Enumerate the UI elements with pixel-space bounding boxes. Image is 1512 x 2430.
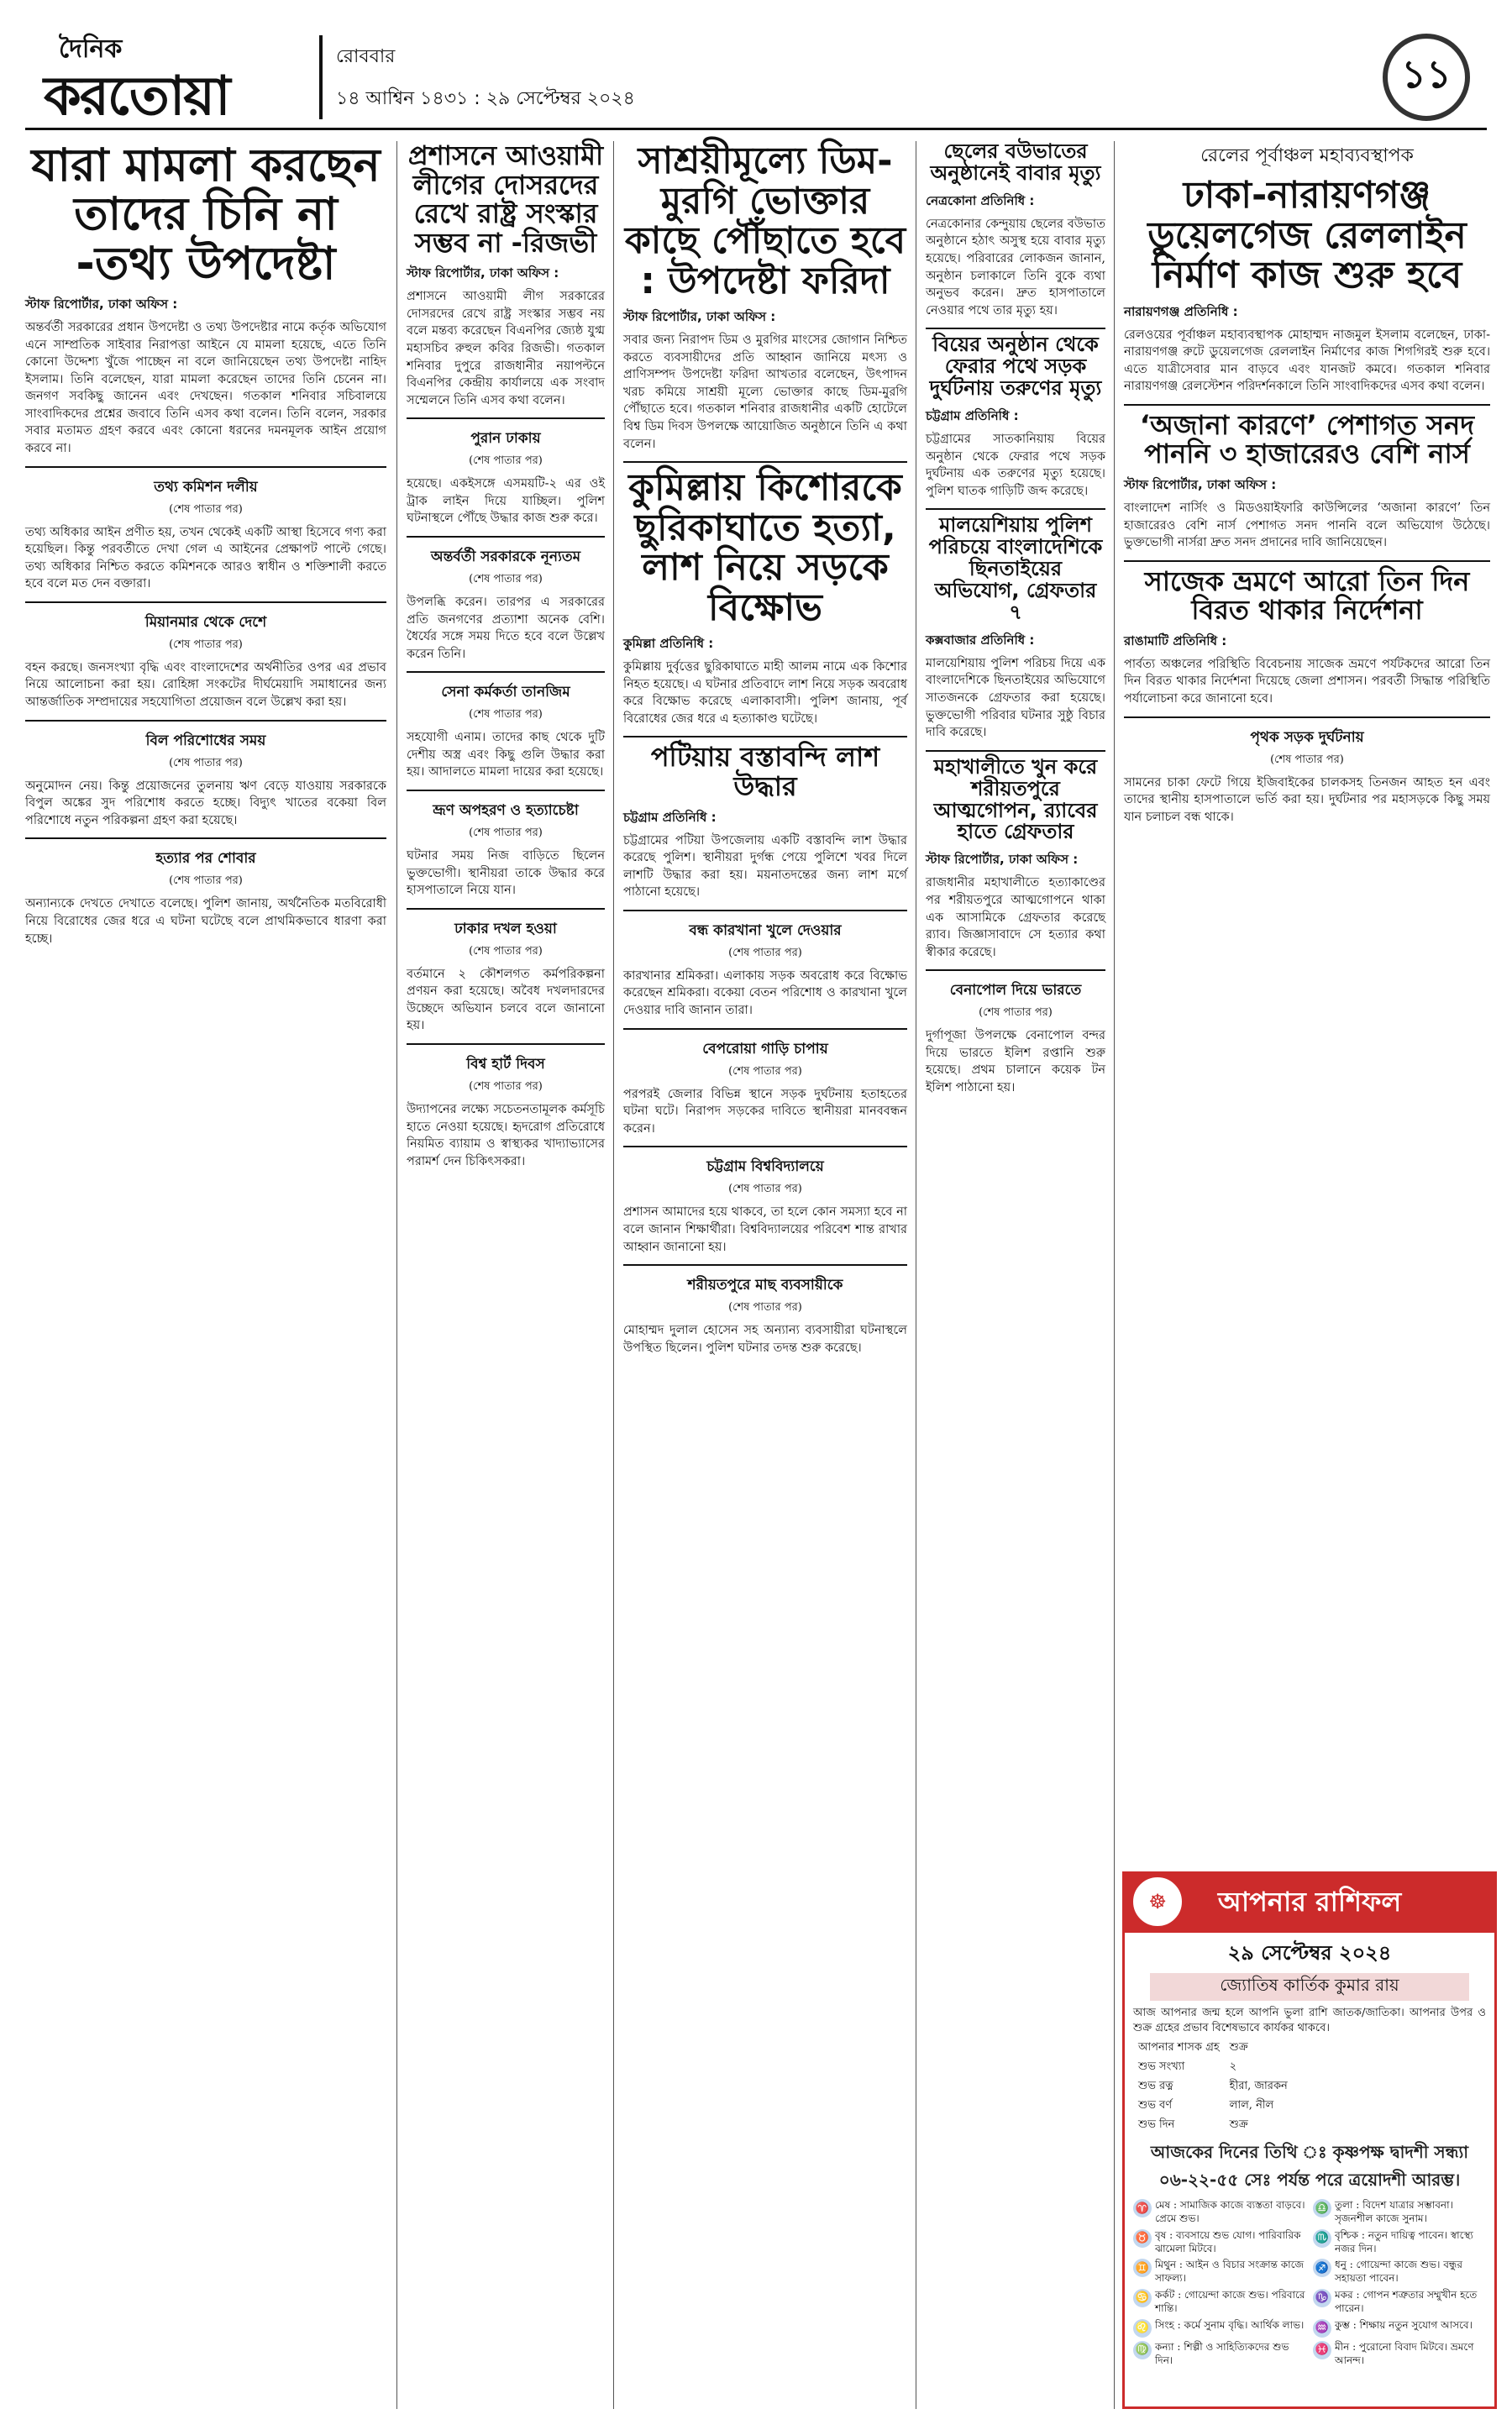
continued-note: (শেষ পাতার পর) <box>979 1006 1053 1020</box>
paper-logo: করতোয়া <box>44 66 229 128</box>
section-divider <box>623 1264 907 1266</box>
row-key: শুভ বর্ণ <box>1138 2099 1173 2112</box>
section-divider <box>623 736 907 737</box>
zodiac-text: মিথুন : আইন ও বিচার সংক্রান্ত কাজে সাফল্য। <box>1155 2259 1305 2285</box>
section-divider <box>25 601 386 603</box>
section-divider <box>25 466 386 468</box>
article-body: হয়েছে। একইসঙ্গে এসময়টি-২ এর ওই ট্রাক লাইন দিয়ে যাচ্ছিল। পুলিশ ঘটনাস্থলে পৌঁছে উদ্ধার কাজ শুরু করে। <box>407 477 605 526</box>
article-headline: মালয়েশিয়ায় পুলিশ পরিচয়ে বাংলাদেশিকে ছিনতাইয়ের অভিযোগ, গ্রেফতার ৭ <box>928 513 1103 624</box>
article-body: পরপরই জেলার বিভিন্ন স্থানে সড়ক দুর্ঘটনায় হতাহতের ঘটনা ঘটে। নিরাপদ সড়কের দাবিতে স্থানীয়রা মানববন্ধন করেন। <box>623 1087 907 1136</box>
paper-prefix: দৈনিক <box>59 34 123 64</box>
article-headline: মহাখালীতে খুন করে শরীয়তপুরে আত্মগোপন, র‌্যাবের হাতে গ্রেফতার <box>933 754 1098 844</box>
article-sajek <box>1124 564 1490 708</box>
horoscope-table <box>1133 2039 1293 2135</box>
article-headline: পটিয়ায় বস্তাবন্দি লাশ উদ্ধার <box>650 741 880 803</box>
article-body: অন্যান্যকে দেখতে দেখাতে বলেছে। পুলিশ জানায়, অর্থনৈতিক মতবিরোধী নিয়ে বিরোধের জের ধরে এ ঘটনা ঘটেছে বলে প্রাথমিকভাবে ধারণা করা হচ্ছে। <box>25 897 386 946</box>
masthead-divider <box>319 35 323 119</box>
horoscope-row <box>1133 2116 1293 2135</box>
article-army-officer <box>407 681 605 781</box>
continued-note: (শেষ পাতার পর) <box>469 827 543 840</box>
horoscope-date: ২৯ সেপ্টেম্বর ২০২৪ <box>1227 1941 1392 1965</box>
article-kicker: রেলের পূর্বাঞ্চল মহাব্যবস্থাপক <box>1200 145 1414 166</box>
masthead <box>25 10 1487 130</box>
column-1 <box>25 141 386 953</box>
continued-note: (শেষ পাতার পর) <box>169 638 243 651</box>
section-divider <box>623 1028 907 1030</box>
article-subhead: বন্ধ কারখানা খুলে দেওয়ার <box>689 921 842 939</box>
article-subhead: সেনা কর্মকর্তা তানজিম <box>441 684 570 701</box>
article-byline: স্টাফ রিপোর্টার, ঢাকা অফিস : <box>1124 476 1277 492</box>
libra-icon: ♎ <box>1313 2199 1331 2217</box>
article-subhead: মিয়ানমার থেকে দেশে <box>144 613 267 631</box>
article-body: মোহাম্মদ দুলাল হোসেন সহ অন্যান্য ব্যবসায়ীরা ঘটনাস্থলে উপস্থিত ছিলেন। পুলিশ ঘটনার তদন্ত শুরু করেছে। <box>623 1324 907 1355</box>
article-subhead: শরীয়তপুরে মাছ ব্যবসায়ীকে <box>687 1277 843 1294</box>
zodiac-item <box>1313 2319 1486 2338</box>
article-abduction <box>407 800 605 900</box>
zodiac-text: তুলা : বিদেশ যাত্রার সম্ভাবনা। সৃজনশীল কাজে সুনাম। <box>1335 2199 1453 2224</box>
continued-note: (শেষ পাতার পর) <box>728 1064 802 1078</box>
horoscope-row <box>1133 2058 1293 2077</box>
article-body: চট্টগ্রামের পটিয়া উপজেলায় একটি বস্তাবন্দি লাশ উদ্ধার করেছে পুলিশ। স্থানীয়রা দুর্গন্ধ পেয়ে পুলিশে খবর দিলে লাশটি উদ্ধার করা হয়। ময়নাতদন্তের জন্য লাশ মর্গে পাঠানো হয়েছে। <box>623 833 907 900</box>
article-subhead: বেপরোয়া গাড়ি চাপায় <box>702 1040 828 1058</box>
article-body: সহযোগী এনাম। তাদের কাছ থেকে দুটি দেশীয় অস্ত্র এবং কিছু গুলি উদ্ধার করা হয়। আদালতে মামলা দায়ের করা হয়েছে। <box>407 731 605 779</box>
zodiac-item <box>1313 2289 1486 2316</box>
article-subhead: তথ্য কমিশন দলীয় <box>154 478 258 496</box>
section-divider <box>623 910 907 911</box>
continued-note: (শেষ পাতার পর) <box>728 1183 802 1196</box>
row-key: আপনার শাসক গ্রহ <box>1138 2041 1220 2055</box>
zodiac-text: কন্যা : শিল্পী ও সাহিত্যিকদের শুভ দিন। <box>1155 2340 1289 2366</box>
section-divider <box>407 536 605 538</box>
zodiac-text: সিংহ : কর্মে সুনাম বৃদ্ধি। আর্থিক লাভ। <box>1155 2318 1305 2331</box>
article-headline: ছেলের বউভাতের অনুষ্ঠানেই বাবার মৃত্যু <box>930 139 1101 185</box>
article-road-accident <box>1124 727 1490 827</box>
article-byline: কুমিল্লা প্রতিনিধি : <box>623 636 714 652</box>
article-body: ঘটনার সময় নিজ বাড়িতে ছিলেন ভুক্তভোগী। স্থানীয়রা তাকে উদ্ধার করে হাসপাতালে নিয়ে যান। <box>407 849 605 898</box>
zodiac-text: কর্কট : গোয়েন্দা কাজে শুভ। পরিবারে শান্তি। <box>1155 2289 1305 2314</box>
row-key: শুভ দিন <box>1138 2118 1175 2132</box>
article-headline: সাজেক ভ্রমণে আরো তিন দিন বিরত থাকার নির্দেশনা <box>1144 564 1470 627</box>
article-interim-govt <box>407 546 605 663</box>
article-headline: সাশ্রয়ীমূল্যে ডিম-মুরগি ভোক্তার কাছে পৌঁছাতে হবে : উপদেষ্টা ফরিদা <box>624 139 906 302</box>
article-body: অনুমোদন নেয়। কিন্তু প্রয়োজনের তুলনায় ঋণ বেড়ে যাওয়ায় সরকারকে বিপুল অঙ্কের সুদ পরিশোধ করতে হচ্ছে। বিদ্যুৎ খাতের বকেয়া বিল পরিশোধে নতুন পরিকল্পনা গ্রহণ করা হয়েছে। <box>25 779 386 827</box>
continued-note: (শেষ পাতার পর) <box>469 454 543 468</box>
row-value: লাল, নীল <box>1229 2099 1274 2112</box>
article-body: উপলব্ধি করেন। তারপর এ সরকারের প্রতি জনগণের প্রত্যাশা অনেক বেশি। ধৈর্যের সঙ্গে সময় দিতে হবে বলে উল্লেখ করেন তিনি। <box>407 595 605 661</box>
article-subhead: পুরান ঢাকায় <box>470 430 541 448</box>
column-2 <box>407 141 605 1175</box>
section-divider <box>926 328 1105 329</box>
article-byline: চট্টগ্রাম প্রতিনিধি : <box>623 809 717 825</box>
article-malaysia <box>926 515 1105 741</box>
gemini-icon: ♊ <box>1133 2259 1152 2277</box>
article-subhead: অন্তর্বর্তী সরকারকে নূন্যতম <box>430 548 581 565</box>
zodiac-wheel-icon: ☸ <box>1131 1875 1184 1929</box>
scorpio-icon: ♏ <box>1313 2229 1331 2248</box>
row-key: শুভ রত্ন <box>1138 2080 1173 2093</box>
leo-icon: ♌ <box>1133 2319 1152 2338</box>
article-body: রেলওয়ের পূর্বাঞ্চল মহাব্যবস্থাপক মোহাম্মদ নাজমুল ইসলাম বলেছেন, ঢাকা-নারায়ণগঞ্জ রুটে ডুয়েলগেজ রেললাইন নির্মাণের কাজ শিগগিরই শুরু হবে। এতে যাত্রীসেবার মান বাড়বে এবং যানজট কমবে। গতকাল শনিবার নারায়ণগঞ্জ রেলস্টেশন পরিদর্শনকালে তিনি সাংবাদিকদের এসব কথা বলেন। <box>1124 328 1490 394</box>
article-body: সবার জন্য নিরাপদ ডিম ও মুরগির মাংসের জোগান নিশ্চিত করতে ব্যবসায়ীদের প্রতি আহ্বান জানিয়ে মৎস্য ও প্রাণিসম্পদ উপদেষ্টা ফরিদা আখতার বলেছেন, উৎপাদন খরচ কমিয়ে সাশ্রয়ী মূল্যে ভোক্তার কাছে ডিম-মুরগি পৌঁছাতে হবে। গতকাল শনিবার রাজধানীর একটি হোটেলে বিশ্ব ডিম দিবস উপলক্ষে আয়োজিত অনুষ্ঠানে তিনি এ কথা বলেন। <box>623 333 907 451</box>
continued-note: (শেষ পাতার পর) <box>469 944 543 958</box>
zodiac-item <box>1313 2341 1486 2368</box>
continued-note: (শেষ পাতার পর) <box>728 1301 802 1315</box>
article-body: রাজধানীর মহাখালীতে হত্যাকাণ্ডের পর শরীয়তপুরে আত্মগোপনে থাকা এক আসামিকে গ্রেফতার করেছে র‌্যাব। জিজ্ঞাসাবাদে সে হত্যার কথা স্বীকার করেছে। <box>926 876 1105 959</box>
column-4 <box>926 141 1105 1102</box>
continued-note: (শেষ পাতার পর) <box>169 874 243 888</box>
column-3 <box>623 141 907 1362</box>
article-body: চট্টগ্রামের সাতকানিয়ায় বিয়ের অনুষ্ঠান থেকে ফেরার পথে সড়ক দুর্ঘটনায় এক তরুণের মৃত্যু হয়েছে। পুলিশ ঘাতক গাড়িটি জব্দ করেছে। <box>926 433 1105 498</box>
continued-note: (শেষ পাতার পর) <box>469 1080 543 1094</box>
article-body: উদ্যাপনের লক্ষ্যে সচেতনতামূলক কর্মসূচি হাতে নেওয়া হয়েছে। হৃদরোগ প্রতিরোধে নিয়মিত ব্যায়াম ও স্বাস্থ্যকর খাদ্যাভ্যাসের পরামর্শ দেন চিকিৎসকরা। <box>407 1103 605 1168</box>
zodiac-item <box>1133 2229 1306 2256</box>
article-subhead: ভ্রূণ অপহরণ ও হত্যাচেষ্টা <box>433 802 579 820</box>
article-bill-payment <box>25 730 386 830</box>
section-divider <box>25 837 386 839</box>
article-fish-trader <box>623 1274 907 1357</box>
article-tottho-upodeshta <box>25 141 386 458</box>
section-divider <box>407 790 605 791</box>
article-wedding-accident <box>926 334 1105 500</box>
row-value: শুক্র <box>1229 2118 1248 2132</box>
article-byline: কক্সবাজার প্রতিনিধি : <box>926 632 1035 648</box>
zodiac-text: মকর : গোপন শত্রুতার সম্মুখীন হতে পারেন। <box>1335 2289 1478 2314</box>
article-benapole <box>926 979 1105 1096</box>
issue-date: ১৪ আশ্বিন ১৪৩১ : ২৯ সেপ্টেম্বর ২০২৪ <box>336 88 635 109</box>
column-rule <box>613 141 614 2409</box>
column-5 <box>1124 141 1490 831</box>
section-divider <box>407 417 605 419</box>
section-divider <box>25 720 386 722</box>
article-body: নেত্রকোনার কেন্দুয়ায় ছেলের বউভাত অনুষ্ঠানে হঠাৎ অসুস্থ হয়ে বাবার মৃত্যু হয়েছে। পরিবারের লোকজন জানান, অনুষ্ঠান চলাকালে তিনি বুকে ব্যথা অনুভব করেন। দ্রুত হাসপাতালে নেওয়ার পথে তার মৃত্যু হয়। <box>926 217 1105 318</box>
article-puran-dhaka <box>407 428 605 527</box>
article-heart-day <box>407 1053 605 1170</box>
row-value: ২ <box>1229 2060 1237 2074</box>
cancer-icon: ♋ <box>1133 2289 1152 2307</box>
zodiac-item <box>1313 2229 1486 2256</box>
aquarius-icon: ♒ <box>1313 2319 1331 2338</box>
article-nurses <box>1124 408 1490 552</box>
article-headline: বিয়ের অনুষ্ঠান থেকে ফেরার পথে সড়ক দুর্ঘটনায় তরুণের মৃত্যু <box>929 333 1102 401</box>
section-divider <box>926 969 1105 971</box>
zodiac-item <box>1133 2341 1306 2368</box>
continued-note: (শেষ পাতার পর) <box>469 708 543 722</box>
article-subhead: ঢাকার দখল হওয়া <box>454 920 557 937</box>
zodiac-item <box>1133 2319 1306 2338</box>
row-value: হীরা, জারকন <box>1229 2080 1288 2093</box>
taurus-icon: ♉ <box>1133 2229 1152 2248</box>
sagittarius-icon: ♐ <box>1313 2259 1331 2277</box>
zodiac-item <box>1313 2199 1486 2226</box>
article-body: তথ্য অধিকার আইন প্রণীত হয়, তখন থেকেই একটি আস্থা হিসেবে গণ্য করা হয়েছিল। কিন্তু পরবর্তীতে দেখা গেল এ আইনের প্রেক্ষাপট পাল্টে গেছে। তথ্য অধিকার নিশ্চিত করতে কমিশনকে আরও স্বাধীন ও শক্তিশালী করতে হবে বলে মত দেন বক্তারা। <box>25 525 386 591</box>
article-body: বহন করছে। জনসংখ্যা বৃদ্ধি এবং বাংলাদেশের অর্থনীতির ওপর এর প্রভাব নিয়ে আলোচনা করা হয়। রোহিঙ্গা সংকটের দীর্ঘমেয়াদি সমাধানের জন্য আন্তর্জাতিক সম্প্রদায়ের সহযোগিতা প্রয়োজন বলে উল্লেখ করা হয়। <box>25 660 386 710</box>
horoscope-title: আপনার রাশিফল <box>1125 1874 1494 1933</box>
article-rail <box>1124 141 1490 396</box>
article-byline: নারায়ণগঞ্জ প্রতিনিধি : <box>1124 303 1238 319</box>
article-subhead: চট্টগ্রাম বিশ্ববিদ্যালয়ে <box>706 1158 824 1176</box>
column-rule <box>1114 141 1115 2409</box>
zodiac-text: বৃশ্চিক : নতুন দায়িত্ব পাবেন। স্বাস্থ্যে নজর দিন। <box>1335 2228 1473 2254</box>
zodiac-text: ধনু : গোয়েন্দা কাজে শুভ। বন্ধুর সহায়তা পাবেন। <box>1335 2259 1462 2285</box>
article-headline: ঢাকা-নারায়ণগঞ্জ ডুয়েলগেজ রেললাইন নির্মাণ কাজ শুরু হবে <box>1147 174 1467 297</box>
article-headline: ‘অজানা কারণে’ পেশাগত সনদ পাননি ৩ হাজারেরও বেশি নার্স <box>1139 408 1475 470</box>
aries-icon: ♈ <box>1133 2199 1152 2217</box>
zodiac-text: কুম্ভ : শিক্ষায় নতুন সুযোগ আসবে। <box>1335 2318 1473 2331</box>
article-byline: রাঙামাটি প্রতিনিধি : <box>1124 632 1227 648</box>
section-divider <box>926 508 1105 510</box>
section-divider <box>623 1146 907 1147</box>
article-body: বাংলাদেশ নার্সিং ও মিডওয়াইফারি কাউন্সিলের ‘অজানা কারণে’ তিন হাজারেরও বেশি নার্স পেশাগত সনদ পাননি বলে অভিযোগ উঠেছে। ভুক্তভোগী নার্সরা দ্রুত সনদ প্রদানের দাবি জানিয়েছেন। <box>1124 501 1490 550</box>
section-divider <box>407 908 605 910</box>
capricorn-icon: ♑ <box>1313 2289 1331 2307</box>
article-byline: চট্টগ্রাম প্রতিনিধি : <box>926 408 1019 423</box>
article-body: কারখানার শ্রমিকরা। এলাকায় সড়ক অবরোধ করে বিক্ষোভ করেছেন শ্রমিকরা। বকেয়া বেতন পরিশোধ ও কারখানা খুলে দেওয়ার দাবি জানান তারা। <box>623 968 907 1018</box>
article-dhaka-occupation <box>407 918 605 1035</box>
horoscope-row <box>1133 2039 1293 2058</box>
article-murder <box>25 848 386 947</box>
article-subhead: পৃথক সড়ক দুর্ঘটনায় <box>1250 728 1364 746</box>
article-subhead: বিল পরিশোধের সময় <box>145 732 266 749</box>
article-factory <box>623 920 907 1020</box>
article-body: সামনের চাকা ফেটে গিয়ে ইজিবাইকের চালকসহ তিনজন আহত হন এবং তাদের স্থানীয় হাসপাতালে ভর্তি করা হয়। দুর্ঘটনার পর মহাসড়কে কিছু সময় যান চলাচল বন্ধ থাকে। <box>1124 775 1490 824</box>
zodiac-text: মীন : পুরোনো বিবাদ মিটবে। ভ্রমণে আনন্দ। <box>1335 2340 1474 2366</box>
article-body: দুর্গাপূজা উপলক্ষে বেনাপোল বন্দর দিয়ে ভারতে ইলিশ রপ্তানি শুরু হয়েছে। প্রথম চালানে কয়েক টন ইলিশ পাঠানো হয়। <box>926 1029 1105 1094</box>
section-divider <box>623 461 907 463</box>
page-number: ১১ <box>1383 34 1470 121</box>
article-byline: নেত্রকোনা প্রতিনিধি : <box>926 192 1035 208</box>
section-divider <box>926 750 1105 752</box>
zodiac-grid <box>1133 2199 1486 2367</box>
article-reckless-vehicle <box>623 1038 907 1138</box>
article-body: মালয়েশিয়ায় পুলিশ পরিচয় দিয়ে এক বাংলাদেশিকে ছিনতাইয়ের অভিযোগে সাতজনকে গ্রেফতার করা হয়েছে। ভুক্তভোগী পরিবার ঘটনার সুষ্ঠু বিচার দাবি করেছে। <box>926 656 1105 740</box>
article-tottho-commission <box>25 476 386 593</box>
zodiac-text: মেষ : সামাজিক কাজে ব্যস্ততা বাড়বে। প্রেমে শুভ। <box>1155 2199 1305 2224</box>
continued-note: (শেষ পাতার পর) <box>169 502 243 516</box>
zodiac-item <box>1313 2259 1486 2286</box>
horoscope-row <box>1133 2077 1293 2097</box>
article-cumilla <box>623 468 907 727</box>
article-byline: স্টাফ রিপোর্টার, ঢাকা অফিস : <box>407 265 559 281</box>
article-headline: প্রশাসনে আওয়ামী লীগের দোসরদের রেখে রাষ্ট্র সংস্কার সম্ভব না -রিজভী <box>407 139 604 259</box>
section-divider <box>1124 560 1490 562</box>
continued-note: (শেষ পাতার পর) <box>169 756 243 769</box>
horoscope-intro: আজ আপনার জন্ম হলে আপনি ভুলা রাশি জাতক/জাতিকা। আপনার উপর ও শুক্র গ্রহের প্রভাব বিশেষভাবে কার্যকর থাকবে। <box>1133 2007 1486 2034</box>
article-body: প্রশাসন আমাদের হয়ে থাকবে, তা হলে কোন সমস্যা হবে না বলে জানান শিক্ষার্থীরা। বিশ্ববিদ্যালয়ের পরিবেশ শান্ত রাখার আহ্বান জানানো হয়। <box>623 1205 907 1254</box>
section-divider <box>407 671 605 673</box>
continued-note: (শেষ পাতার পর) <box>1270 753 1344 766</box>
row-key: শুভ সংখ্যা <box>1138 2060 1185 2074</box>
tithi-line: আজকের দিনের তিথি ঃ কৃষ্ণপক্ষ দ্বাদশী সন্ধ্যা ০৬-২২-৫৫ সেঃ পর্যন্ত পরে ত্রয়োদশী আরম্ভ। <box>1150 2142 1469 2191</box>
article-body: বর্তমানে ২ কৌশলগত কর্মপরিকল্পনা প্রণয়ন করা হয়েছে। অবৈধ দখলদারদের উচ্ছেদে অভিযান চলবে বলে জানানো হয়। <box>407 967 605 1033</box>
issue-day: রোববার <box>336 46 396 67</box>
article-subhead: হত্যার পর শোবার <box>155 850 256 868</box>
article-cu <box>623 1156 907 1256</box>
article-patiya <box>623 743 907 900</box>
article-body: প্রশাসনে আওয়ামী লীগ সরকারের দোসরদের রেখে রাষ্ট্র সংস্কার সম্ভব নয় বলে মন্তব্য করেছেন বিএনপির জ্যেষ্ঠ যুগ্ম মহাসচিব রুহুল কবির রিজভী। গতকাল শনিবার দুপুরে রাজধানীর নয়াপল্টনে বিএনপির কেন্দ্রীয় কার্যালয়ে এক সংবাদ সম্মেলনে তিনি এসব কথা বলেন। <box>407 290 605 407</box>
section-divider <box>407 1043 605 1045</box>
zodiac-item <box>1133 2289 1306 2316</box>
column-rule <box>396 141 397 2409</box>
article-byline: স্টাফ রিপোর্টার, ঢাকা অফিস : <box>25 296 178 312</box>
pisces-icon: ♓ <box>1313 2341 1331 2359</box>
horoscope-box <box>1122 1871 1497 2409</box>
article-egg-chicken <box>623 141 907 453</box>
horoscope-author: জ্যোতিষ কার্তিক কুমার রায় <box>1150 1973 1469 2001</box>
article-body: অন্তর্বর্তী সরকারের প্রধান উপদেষ্টা ও তথ্য উপদেষ্টার নামে কর্তৃক অভিযোগ এনে সাম্প্রতিক সাইবার নিরাপত্তা আইনে যে মামলা হয়েছে, এতে তিনি কোনো উদ্দেশ্য খুঁজে পাচ্ছেন না বলে জানিয়েছেন তথ্য উপদেষ্টা নাহিদ ইসলাম। তিনি বলেছেন, যারা মামলা করেছেন তাদের তিনি চেনেন না। জনগণ সবকিছু জানেন এবং দেখছেন। গতকাল শনিবার সচিবালয়ে সাংবাদিকদের প্রশ্নের জবাবে তিনি এসব কথা বলেন। তিনি বলেন, সরকার সবার মতামত গ্রহণ করবে এবং কোনো ধরনের দমনমূলক আইন প্রয়োগ করবে না। <box>25 320 386 455</box>
row-value: শুক্র <box>1229 2041 1248 2055</box>
article-byline: স্টাফ রিপোর্টার, ঢাকা অফিস : <box>926 852 1079 868</box>
article-rizvi <box>407 141 605 409</box>
section-divider <box>1124 716 1490 718</box>
article-father-death <box>926 141 1105 319</box>
continued-note: (শেষ পাতার পর) <box>728 946 802 959</box>
article-headline: কুমিল্লায় কিশোরকে ছুরিকাঘাতে হত্যা, লাশ নিয়ে সড়কে বিক্ষোভ <box>628 466 902 629</box>
article-body: কুমিল্লায় দুর্বৃত্তের ছুরিকাঘাতে মাহী আলম নামে এক কিশোর নিহত হয়েছে। এ ঘটনার প্রতিবাদে লাশ নিয়ে সড়ক অবরোধ করে বিক্ষোভ করেছে এলাকাবাসী। পুলিশ জানায়, পূর্ব বিরোধের জের ধরে এ হত্যাকাণ্ড ঘটেছে। <box>623 660 907 726</box>
article-body: পার্বত্য অঞ্চলের পরিস্থিতি বিবেচনায় সাজেক ভ্রমণে পর্যটকদের আরো তিন দিন বিরত থাকার নির্দেশনা দিয়েছে জেলা প্রশাসন। পরবর্তী সিদ্ধান্ত পরিস্থিতি পর্যালোচনা করে জানানো হবে। <box>1124 657 1490 706</box>
article-byline: স্টাফ রিপোর্টার, ঢাকা অফিস : <box>623 309 776 325</box>
virgo-icon: ♍ <box>1133 2341 1152 2359</box>
article-headline: যারা মামলা করছেন তাদের চিনি না -তথ্য উপদেষ্টা <box>31 139 381 290</box>
section-divider <box>1124 404 1490 406</box>
article-mohakhali <box>926 754 1105 962</box>
zodiac-item <box>1133 2259 1306 2286</box>
article-subhead: বেনাপোল দিয়ে ভারতে <box>949 982 1082 1000</box>
horoscope-row <box>1133 2097 1293 2116</box>
continued-note: (শেষ পাতার পর) <box>469 572 543 585</box>
zodiac-text: বৃষ : ব্যবসায়ে শুভ যোগ। পারিবারিক ঝামেলা মিটবে। <box>1155 2228 1301 2254</box>
article-subhead: বিশ্ব হার্ট দিবস <box>466 1056 545 1073</box>
article-myanmar <box>25 611 386 711</box>
zodiac-item <box>1133 2199 1306 2226</box>
